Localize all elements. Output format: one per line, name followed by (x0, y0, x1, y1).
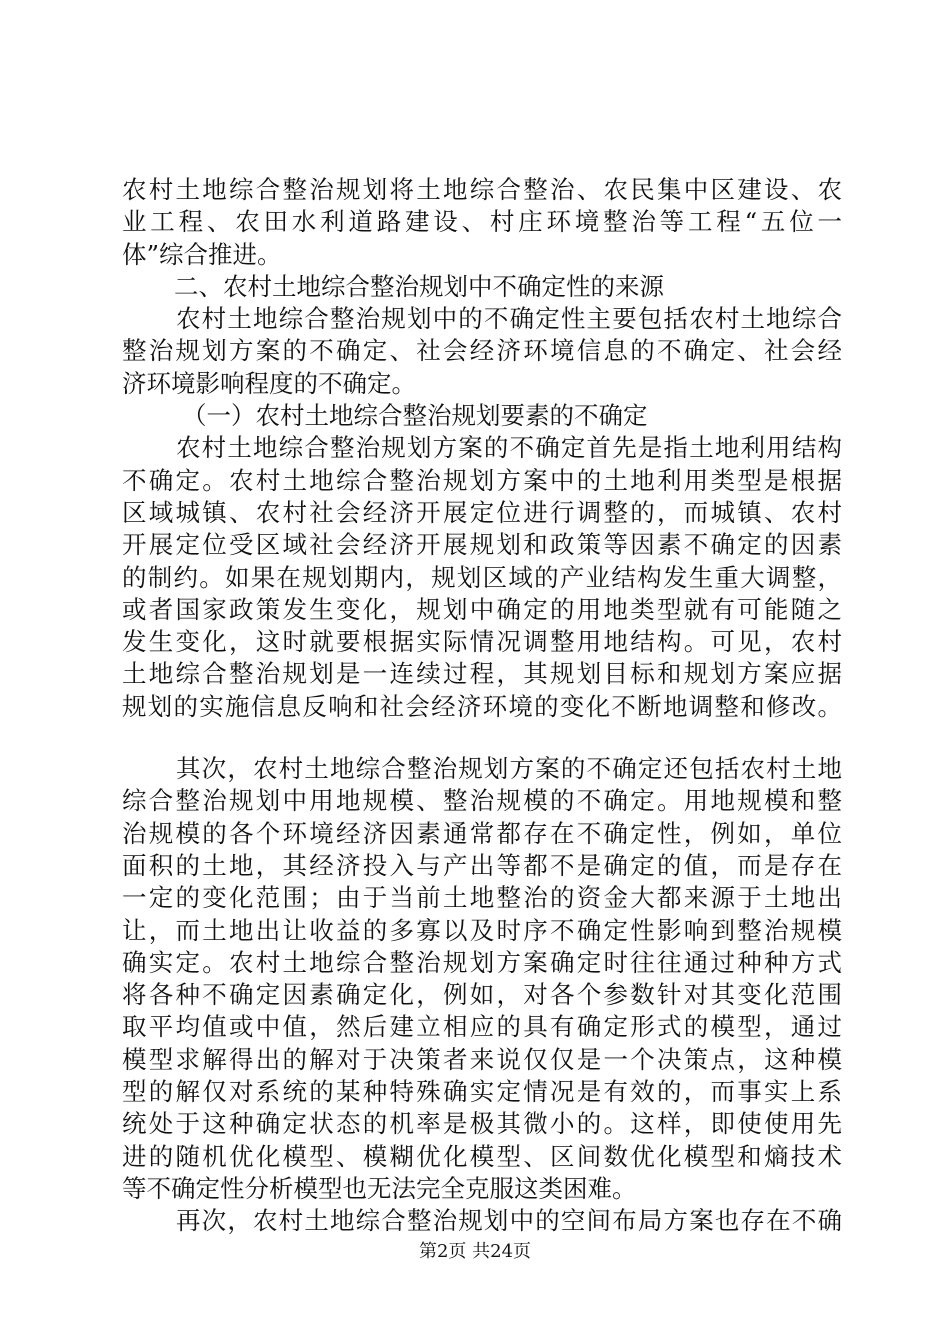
text-line: 整治规划方案的不确定、社会经济环境信息的不确定、社会经 (122, 336, 842, 366)
text-line: 进的随机优化模型、模糊优化模型、区间数优化模型和熵技术 (122, 1141, 842, 1171)
text-line: 体”综合推进。 (122, 239, 282, 269)
text-line: 让，而土地出让收益的多寡以及时序不确定性影响到整治规模 (122, 915, 842, 945)
text-line: 等不确定性分析模型也无法完全克服这类困难。 (122, 1173, 637, 1203)
text-line: 统处于这种确定状态的机率是极其微小的。这样，即使使用先 (122, 1109, 842, 1139)
subsection-heading: （一）农村土地综合整治规划要素的不确定 (182, 401, 648, 431)
text-line: 农村土地综合整治规划方案的不确定首先是指土地利用结构 (176, 433, 842, 463)
text-line: 开展定位受区域社会经济开展规划和政策等因素不确定的因素 (122, 530, 842, 560)
text-line: 区域城镇、农村社会经济开展定位进行调整的，而城镇、农村 (122, 497, 842, 527)
text-line: 型的解仅对系统的某种特殊确实定情况是有效的，而事实上系 (122, 1077, 842, 1107)
text-line: 再次，农村土地综合整治规划中的空间布局方案也存在不确 (176, 1206, 842, 1236)
text-line: 的制约。如果在规划期内，规划区域的产业结构发生重大调整， (122, 562, 842, 592)
text-line: 模型求解得出的解对于决策者来说仅仅是一个决策点，这种模 (122, 1044, 842, 1074)
text-line: 综合整治规划中用地规模、整治规模的不确定。用地规模和整 (122, 786, 842, 816)
text-line: 农村土地综合整治规划将土地综合整治、农民集中区建设、农 (122, 175, 842, 204)
text-line: 确实定。农村土地综合整治规划方案确定时往往通过种种方式 (122, 947, 842, 977)
text-line: 农村土地综合整治规划中的不确定性主要包括农村土地综合 (176, 304, 842, 334)
text-line: 或者国家政策发生变化，规划中确定的用地类型就有可能随之 (122, 594, 842, 624)
text-line: 不确定。农村土地综合整治规划方案中的土地利用类型是根据 (122, 465, 842, 495)
paragraph-gap (122, 723, 842, 753)
page-footer (0, 1240, 950, 1264)
text-line: 规划的实施信息反响和社会经济环境的变化不断地调整和修改。 (122, 691, 842, 721)
text-line: 取平均值或中值，然后建立相应的具有确定形式的模型，通过 (122, 1012, 842, 1042)
text-line: 一定的变化范围；由于当前土地整治的资金大都来源于土地出 (122, 883, 842, 913)
text-line: 业工程、农田水利道路建设、村庄环境整治等工程“五位一 (122, 207, 842, 237)
text-line: 将各种不确定因素确定化，例如，对各个参数针对其变化范围 (122, 980, 842, 1010)
text-line: 发生变化，这时就要根据实际情况调整用地结构。可见，农村 (122, 627, 842, 657)
page-number-label: 第2页 共24页 (418, 1241, 532, 1262)
text-line: 治规模的各个环境经济因素通常都存在不确定性，例如，单位 (122, 818, 842, 848)
document-body (122, 174, 842, 1238)
text-line: 面积的土地，其经济投入与产出等都不是确定的值，而是存在 (122, 850, 842, 880)
text-line: 土地综合整治规划是一连续过程，其规划目标和规划方案应据 (122, 659, 842, 689)
section-heading: 二、农村土地综合整治规划中不确定性的来源 (174, 271, 664, 301)
text-line: 其次，农村土地综合整治规划方案的不确定还包括农村土地 (176, 754, 842, 784)
text-line: 济环境影响程度的不确定。 (122, 368, 416, 398)
